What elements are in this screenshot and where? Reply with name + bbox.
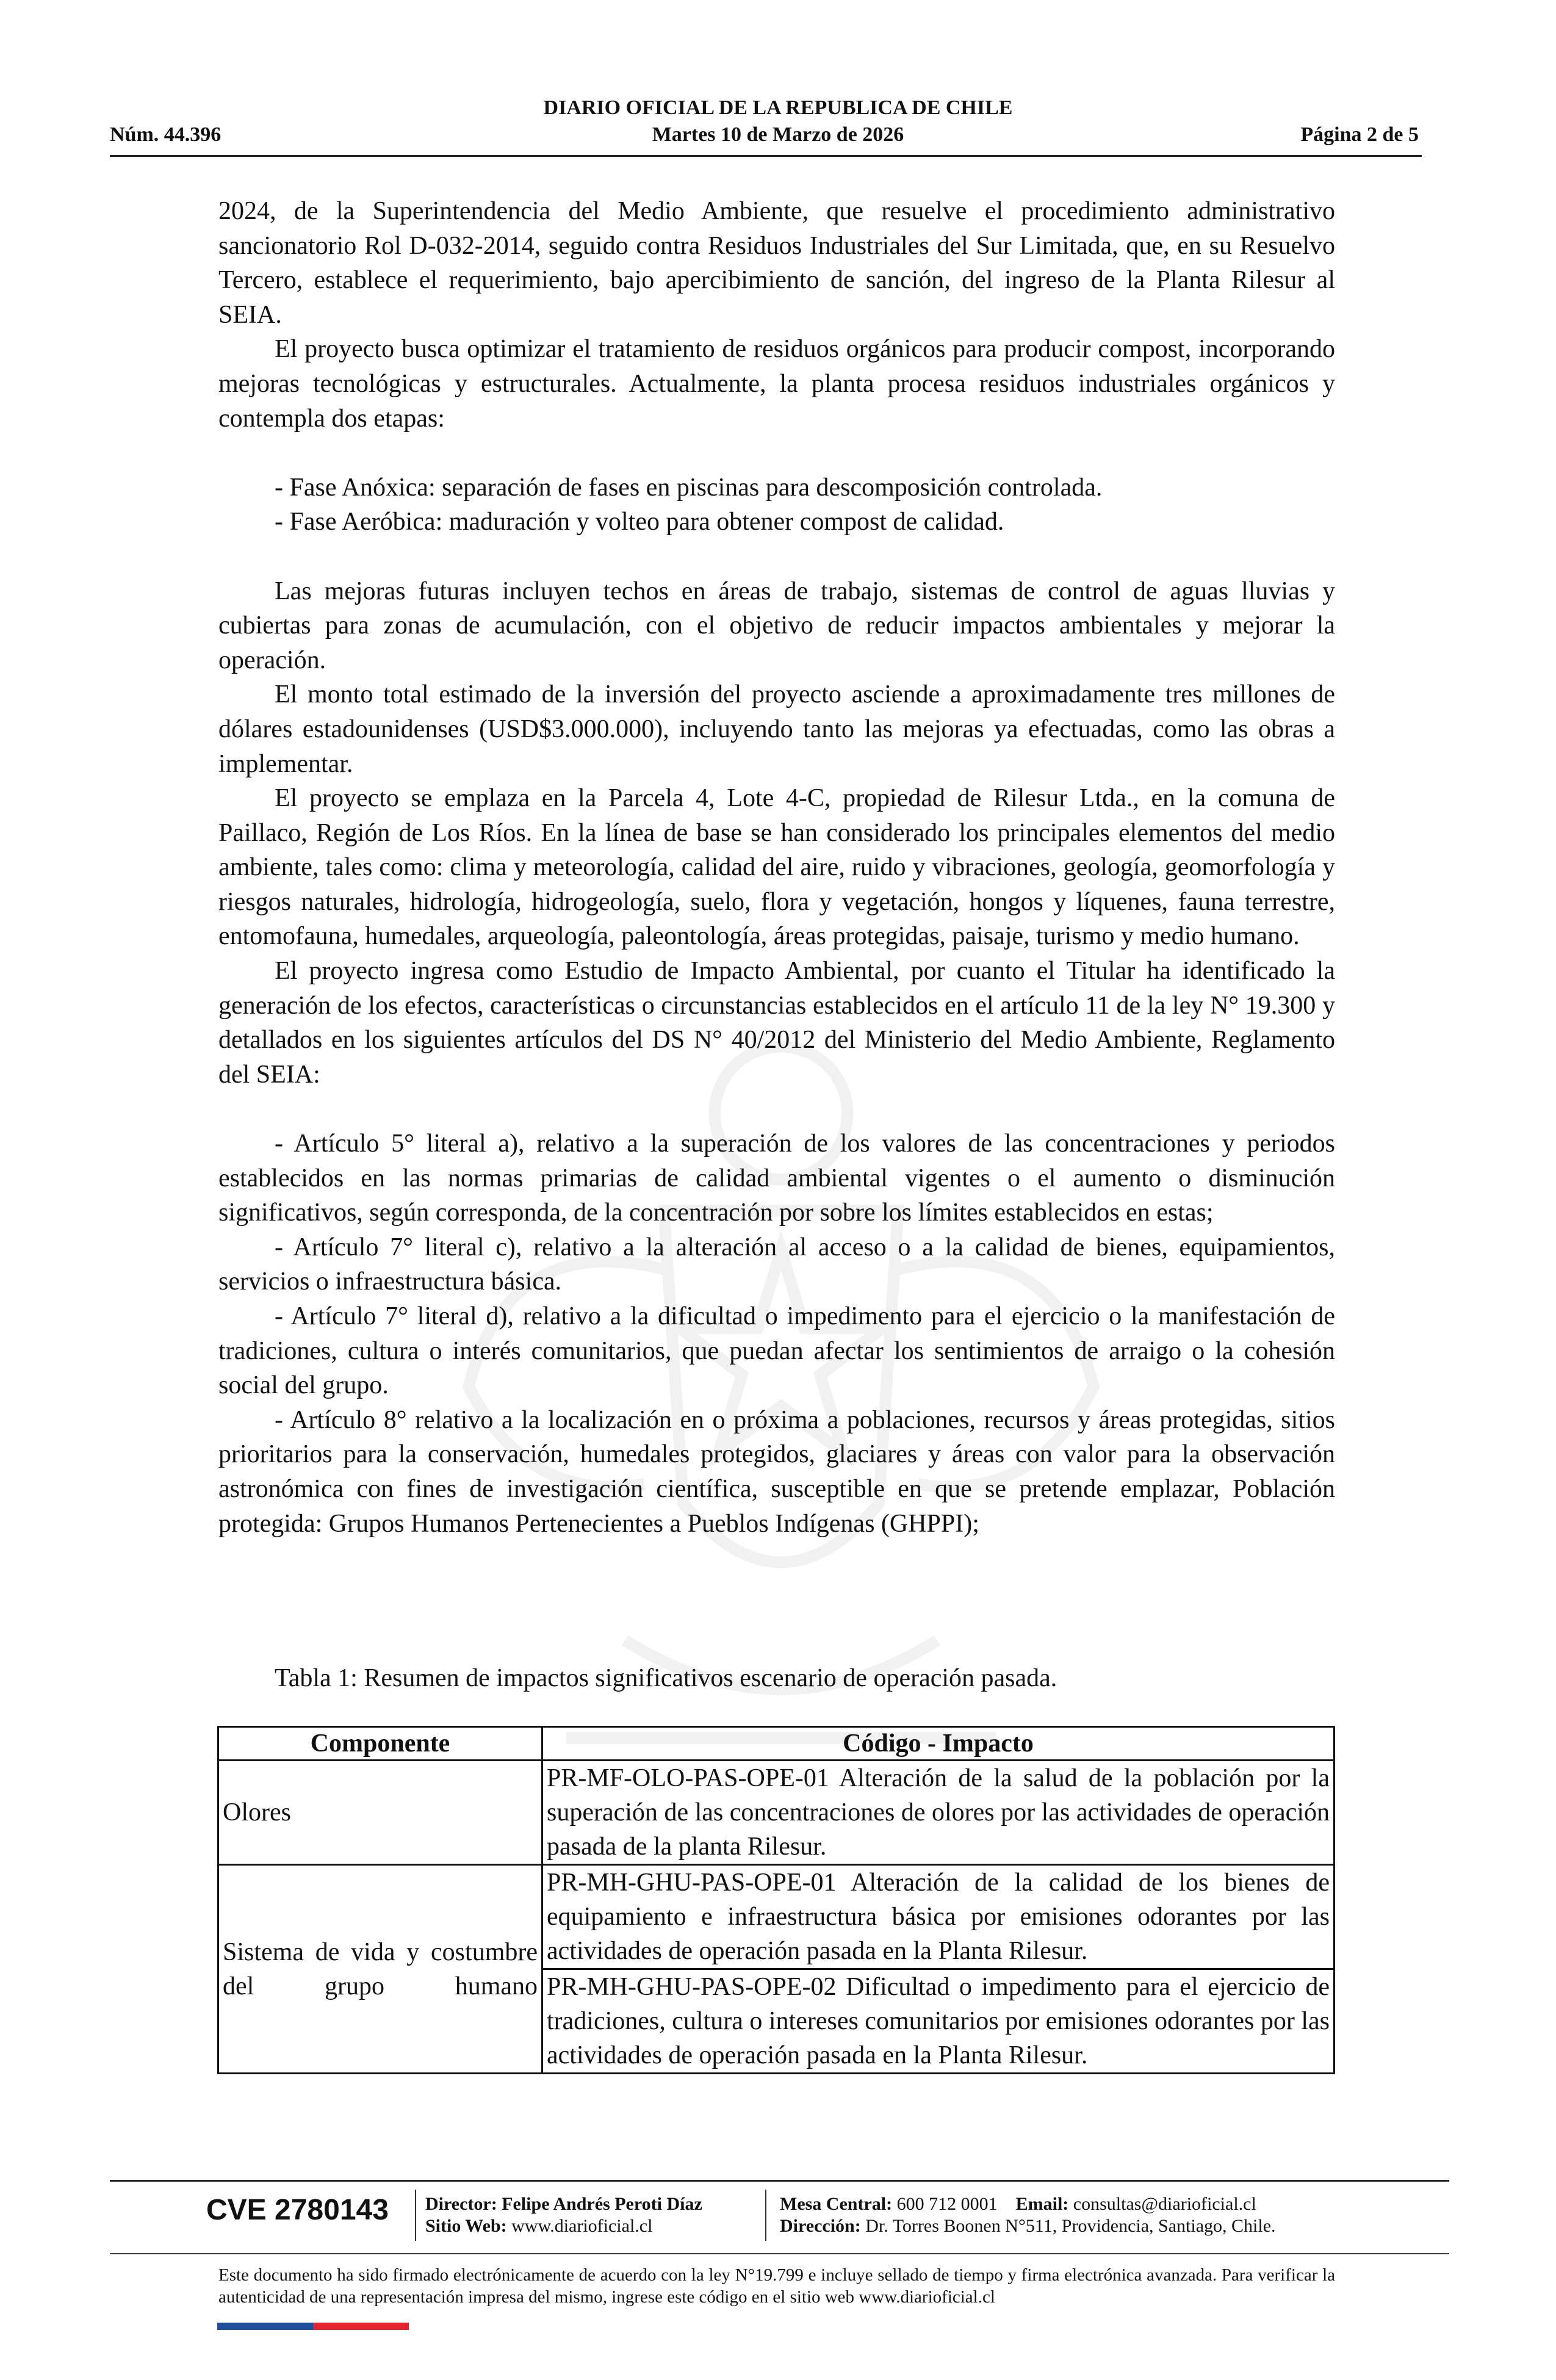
issue-number: Núm. 44.396: [110, 123, 222, 146]
flag-segment: [265, 2323, 314, 2330]
signature-notice: Este documento ha sido firmado electrónicamente de acuerdo con la ley N°19.799 e incluye sellado de tiempo y firma electrónica avanzada. Para verificar la autenticidad de una representación impresa del mismo, ingrese este código en el sitio web www.diarioficial.cl: [218, 2265, 1335, 2307]
paragraph: Las mejoras futuras incluyen techos en áreas de trabajo, sistemas de control de aguas lluvias y cubiertas para zonas de acumulación, con el objetivo de reducir impactos ambientales y mejorar la operación.: [218, 577, 1335, 674]
paragraph: 2024, de la Superintendencia del Medio Ambiente, que resuelve el procedimiento administrativo sancionatorio Rol D-032-2014, seguido contra Residuos Industriales del Sur Limitada, que, en su Resuelvo Tercero, establece el requerimiento, bajo apercibimiento de sanción, del ingreso de la Planta Rilesur al SEIA.: [218, 197, 1335, 329]
list-item: - Artículo 5° literal a), relativo a la superación de los valores de las concentraciones y periodos establecidos en las normas primarias de calidad ambiental vigentes o el aumento o disminución significativos, según corresponda, de la concentración por sobre los límites establecidos en estas;: [218, 1130, 1335, 1227]
footer-separator: [415, 2190, 416, 2241]
column-header: Código - Impacto: [542, 1727, 1334, 1761]
header-divider: [110, 155, 1422, 157]
paragraph: El proyecto busca optimizar el tratamiento de residuos orgánicos para producir compost, incorporando mejoras tecnológicas y estructurales. Actualmente, la planta procesa residuos industriales orgánicos y contempla dos etapas:: [218, 335, 1335, 433]
footer-website: [425, 2215, 652, 2237]
address-text: Dr. Torres Boonen N°511, Providencia, Santiago, Chile.: [865, 2216, 1276, 2236]
list-item: - Artículo 8° relativo a la localización en o próxima a poblaciones, recursos y áreas protegidas, sitios prioritarios para la conservación, humedales protegidos, glaciares y áreas con valor para la observación astronómica con fines de investigación científica, susceptible en que se pretende emplazar, Población protegida: Grupos Humanos Pertenecientes a Pueblos Indígenas (GHPPI);: [218, 1405, 1335, 1538]
flag-color-bar: [217, 2323, 409, 2330]
email-link[interactable]: consultas@diarioficial.cl: [1073, 2194, 1256, 2214]
flag-segment: [217, 2323, 265, 2330]
newspaper-title: DIARIO OFICIAL DE LA REPUBLICA DE CHILE: [543, 96, 1013, 119]
paragraph: El proyecto se emplaza en la Parcela 4, Lote 4-C, propiedad de Rilesur Ltda., en la comuna de Paillaco, Región de Los Ríos. En la línea de base se han considerado los principales elementos del medio ambiente, tales como: clima y meteorología, calidad del aire, ruido y vibraciones, geología, geomorfología y riesgos naturales, hidrología, hidrogeología, suelo, flora y vegetación, hongos y líquenes, fauna terrestre, entomofauna, humedales, arqueología, paleontología, áreas protegidas, paisaje, turismo y medio humano.: [218, 784, 1335, 951]
impact-cell: PR-MF-OLO-PAS-OPE-01 Alteración de la salud de la población por la superación de las concentraciones de olores por las actividades de operación pasada de la planta Rilesur.: [542, 1761, 1334, 1865]
flag-segment: [313, 2323, 361, 2330]
impact-cell: PR-MH-GHU-PAS-OPE-01 Alteración de la calidad de los bienes de equipamiento e infraestructura básica por emisiones odorantes por las actividades de operación pasada en la Planta Rilesur.: [542, 1865, 1334, 1969]
address-label: Dirección:: [780, 2216, 861, 2236]
issue-date: Martes 10 de Marzo de 2026: [652, 123, 904, 146]
phone-label: Mesa Central:: [780, 2194, 893, 2214]
footer-separator: [765, 2190, 766, 2241]
list-item: - Fase Anóxica: separación de fases en piscinas para descomposición controlada.: [275, 473, 1103, 502]
component-cell: Olores: [218, 1761, 542, 1865]
impacts-table: [217, 1726, 1335, 2074]
cve-code: CVE 2780143: [206, 2194, 389, 2226]
list-item: - Fase Aeróbica: maduración y volteo para obtener compost de calidad.: [275, 508, 1004, 536]
footer-divider: [110, 2253, 1449, 2254]
component-cell: Sistema de vida y costumbre del grupo humano: [218, 1865, 542, 2074]
paragraph: El monto total estimado de la inversión del proyecto asciende a aproximadamente tres millones de dólares estadounidenses (USD$3.000.000), incluyendo tanto las mejoras ya efectuadas, como las obras a implementar.: [218, 680, 1335, 778]
table-header-row: [218, 1727, 1334, 1761]
page-number: Página 2 de 5: [1300, 123, 1419, 146]
phone-number: 600 712 0001: [896, 2194, 998, 2214]
document-body: [218, 194, 1335, 1541]
table-caption: Tabla 1: Resumen de impactos significativos escenario de operación pasada.: [275, 1664, 1057, 1692]
impact-cell: PR-MH-GHU-PAS-OPE-02 Dificultad o impedimento para el ejercicio de tradiciones, cultura o intereses comunitarios por emisiones odorantes por las actividades de operación pasada en la Planta Rilesur.: [542, 1969, 1334, 2074]
flag-segment: [361, 2323, 409, 2330]
paragraph: El proyecto ingresa como Estudio de Impacto Ambiental, por cuanto el Titular ha identificado la generación de los efectos, características o circunstancias establecidos en el artículo 11 de la ley N° 19.300 y detallados en los siguientes artículos del DS N° 40/2012 del Ministerio del Medio Ambiente, Reglamento del SEIA:: [218, 957, 1335, 1089]
footer-address: [780, 2215, 1276, 2237]
table-row: [218, 1761, 1334, 1865]
email-label: Email:: [1015, 2194, 1069, 2214]
website-label: Sitio Web:: [425, 2216, 507, 2236]
director-name: Felipe Andrés Peroti Díaz: [502, 2194, 702, 2214]
list-item: - Artículo 7° literal d), relativo a la dificultad o impedimento para el ejercicio o la manifestación de tradiciones, cultura o interés comunitarios, que puedan afectar los sentimientos de arraigo o la cohesión social del grupo.: [218, 1302, 1335, 1400]
column-header: Componente: [218, 1727, 542, 1761]
director-label: Director:: [425, 2194, 497, 2214]
website-link[interactable]: www.diarioficial.cl: [511, 2216, 653, 2236]
footer-divider: [110, 2180, 1449, 2182]
footer-contact: [780, 2193, 1256, 2215]
list-item: - Artículo 7° literal c), relativo a la alteración al acceso o a la calidad de bienes, equipamientos, servicios o infraestructura básica.: [218, 1233, 1335, 1296]
table-row: [218, 1865, 1334, 1969]
footer-director: [425, 2193, 702, 2215]
